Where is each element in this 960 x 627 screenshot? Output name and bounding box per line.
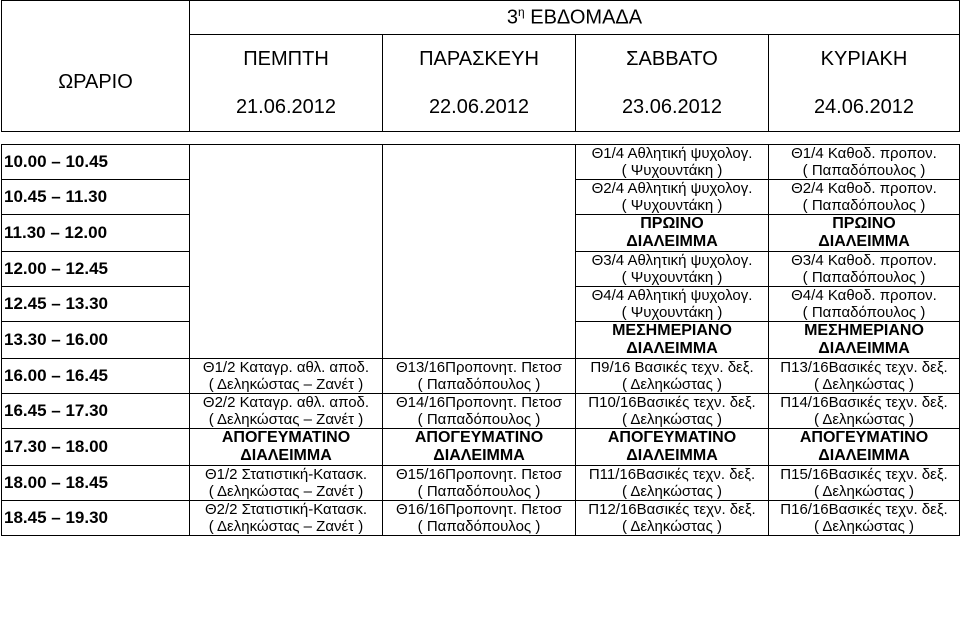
break-label: ΑΠΟΓΕΥΜΑΤΙΝΟ [607, 429, 737, 446]
session-cell [190, 466, 383, 501]
session-instructor: ( Παπαδόπουλος ) [417, 411, 541, 428]
break-label: ΔΙΑΛΕΙΜΜΑ [626, 340, 718, 357]
session-cell [383, 359, 576, 394]
session-cell [576, 466, 769, 501]
break-label: ΔΙΑΛΕΙΜΜΑ [818, 233, 910, 250]
date-sunday: 24.06.2012 [769, 83, 960, 132]
session-instructor: ( Δεληκώστας ) [814, 518, 914, 535]
table-row [2, 429, 960, 466]
time-slot: 18.45 – 19.30 [2, 501, 190, 536]
week-suffix: η [518, 5, 525, 20]
session-instructor: ( Δεληκώστας ) [622, 376, 722, 393]
break-label: ΜΕΣΗΜΕΡΙΑΝΟ [612, 322, 732, 339]
break-label: ΑΠΟΓΕΥΜΑΤΙΝΟ [221, 429, 351, 446]
time-slot: 10.45 – 11.30 [2, 180, 190, 215]
break-label: ΑΠΟΓΕΥΜΑΤΙΝΟ [799, 429, 929, 446]
session-title: Θ14/16Προπονητ. Πετοσ [395, 394, 563, 411]
session-cell [769, 394, 960, 429]
session-title: Θ3/4 Αθλητική ψυχολογ. [591, 252, 753, 269]
session-title: Θ15/16Προπονητ. Πετοσ [395, 466, 563, 483]
empty-cell [190, 145, 383, 359]
session-cell [576, 394, 769, 429]
session-instructor: ( Δεληκώστας ) [814, 483, 914, 500]
table-row [2, 394, 960, 429]
session-cell [576, 287, 769, 322]
session-title: Π10/16Βασικές τεχν. δεξ. [588, 394, 756, 411]
session-cell [769, 501, 960, 536]
session-instructor: ( Παπαδόπουλος ) [417, 376, 541, 393]
session-title: Θ2/2 Καταγρ. αθλ. αποδ. [202, 394, 370, 411]
gap-cell [190, 132, 960, 145]
table-row [2, 466, 960, 501]
session-cell [576, 359, 769, 394]
time-slot: 10.00 – 10.45 [2, 145, 190, 180]
table-row [2, 145, 960, 180]
date-friday: 22.06.2012 [383, 83, 576, 132]
session-instructor: ( Ψυχουντάκη ) [621, 304, 723, 321]
session-title: Θ1/4 Αθλητική ψυχολογ. [591, 145, 753, 162]
hours-label: ΩΡΑΡΙΟ [2, 35, 190, 132]
session-instructor: ( Δεληκώστας – Ζανέτ ) [208, 411, 364, 428]
break-label: ΔΙΑΛΕΙΜΜΑ [818, 447, 910, 464]
session-title: Θ1/2 Καταγρ. αθλ. αποδ. [202, 359, 370, 376]
session-cell [383, 394, 576, 429]
time-slot: 18.00 – 18.45 [2, 466, 190, 501]
gap-cell [2, 132, 190, 145]
break-label: ΔΙΑΛΕΙΜΜΑ [433, 447, 525, 464]
afternoon-break [190, 429, 383, 466]
session-cell [576, 180, 769, 215]
afternoon-break [576, 429, 769, 466]
session-cell [769, 287, 960, 322]
session-instructor: ( Ψυχουντάκη ) [621, 197, 723, 214]
break-label: ΔΙΑΛΕΙΜΜΑ [626, 233, 718, 250]
day-saturday: ΣΑΒΒΑΤΟ [576, 35, 769, 84]
session-title: Θ4/4 Καθοδ. προπον. [791, 287, 937, 304]
session-instructor: ( Ψυχουντάκη ) [621, 269, 723, 286]
session-instructor: ( Παπαδόπουλος ) [802, 197, 926, 214]
session-title: Θ1/2 Στατιστική-Κατασκ. [204, 466, 368, 483]
afternoon-break [383, 429, 576, 466]
session-cell [769, 145, 960, 180]
session-title: Π14/16Βασικές τεχν. δεξ. [780, 394, 948, 411]
session-instructor: ( Παπαδόπουλος ) [417, 483, 541, 500]
table-row [2, 501, 960, 536]
day-thursday: ΠΕΜΠΤΗ [190, 35, 383, 84]
session-title: Θ2/4 Αθλητική ψυχολογ. [591, 180, 753, 197]
session-cell [383, 466, 576, 501]
break-label: ΠΡΩΙΝΟ [832, 215, 896, 232]
session-cell [190, 501, 383, 536]
session-title: Θ16/16Προπονητ. Πετοσ [395, 501, 563, 518]
noon-break [769, 322, 960, 359]
session-title: Θ1/4 Καθοδ. προπον. [791, 145, 937, 162]
session-instructor: ( Παπαδόπουλος ) [802, 162, 926, 179]
time-slot: 17.30 – 18.00 [2, 429, 190, 466]
time-slot: 12.45 – 13.30 [2, 287, 190, 322]
session-cell [769, 466, 960, 501]
session-title: Θ2/4 Καθοδ. προπον. [791, 180, 937, 197]
session-instructor: ( Δεληκώστας – Ζανέτ ) [208, 376, 364, 393]
noon-break [576, 322, 769, 359]
session-title: Π9/16 Βασικές τεχν. δεξ. [590, 359, 754, 376]
session-instructor: ( Παπαδόπουλος ) [802, 304, 926, 321]
break-label: ΜΕΣΗΜΕΡΙΑΝΟ [804, 322, 924, 339]
session-title: Θ2/2 Στατιστική-Κατασκ. [204, 501, 368, 518]
session-instructor: ( Δεληκώστας ) [814, 411, 914, 428]
session-title: Θ3/4 Καθοδ. προπον. [791, 252, 937, 269]
session-instructor: ( Δεληκώστας – Ζανέτ ) [208, 483, 364, 500]
time-slot: 16.45 – 17.30 [2, 394, 190, 429]
session-title: Π13/16Βασικές τεχν. δεξ. [780, 359, 948, 376]
time-slot: 12.00 – 12.45 [2, 252, 190, 287]
session-title: Π16/16Βασικές τεχν. δεξ. [780, 501, 948, 518]
date-saturday: 23.06.2012 [576, 83, 769, 132]
break-label: ΔΙΑΛΕΙΜΜΑ [240, 447, 332, 464]
session-title: Π15/16Βασικές τεχν. δεξ. [780, 466, 948, 483]
break-label: ΠΡΩΙΝΟ [640, 215, 704, 232]
session-instructor: ( Δεληκώστας ) [622, 411, 722, 428]
schedule-table [1, 0, 960, 536]
date-thursday: 21.06.2012 [190, 83, 383, 132]
session-cell [769, 252, 960, 287]
corner-cell [2, 1, 190, 35]
break-label: ΑΠΟΓΕΥΜΑΤΙΝΟ [414, 429, 544, 446]
week-label: ΕΒΔΟΜΑΔΑ [530, 6, 643, 29]
empty-cell [383, 145, 576, 359]
session-title: Π11/16Βασικές τεχν. δεξ. [588, 466, 756, 483]
session-cell [769, 359, 960, 394]
break-label: ΔΙΑΛΕΙΜΜΑ [626, 447, 718, 464]
session-cell [576, 145, 769, 180]
session-instructor: ( Δεληκώστας ) [814, 376, 914, 393]
session-cell [190, 394, 383, 429]
session-instructor: ( Ψυχουντάκη ) [621, 162, 723, 179]
time-slot: 13.30 – 16.00 [2, 322, 190, 359]
afternoon-break [769, 429, 960, 466]
session-instructor: ( Δεληκώστας ) [622, 518, 722, 535]
time-slot: 16.00 – 16.45 [2, 359, 190, 394]
session-cell [576, 252, 769, 287]
day-sunday: ΚΥΡΙΑΚΗ [769, 35, 960, 84]
session-title: Θ4/4 Αθλητική ψυχολογ. [591, 287, 753, 304]
break-label: ΔΙΑΛΕΙΜΜΑ [818, 340, 910, 357]
session-instructor: ( Δεληκώστας – Ζανέτ ) [208, 518, 364, 535]
session-cell [383, 501, 576, 536]
session-title: Θ13/16Προπονητ. Πετοσ [395, 359, 563, 376]
session-cell [769, 180, 960, 215]
session-instructor: ( Παπαδόπουλος ) [417, 518, 541, 535]
table-row [2, 359, 960, 394]
session-cell [576, 501, 769, 536]
session-instructor: ( Δεληκώστας ) [622, 483, 722, 500]
session-title: Π12/16Βασικές τεχν. δεξ. [588, 501, 756, 518]
week-title [190, 1, 960, 35]
session-cell [190, 359, 383, 394]
morning-break [576, 215, 769, 252]
day-friday: ΠΑΡΑΣΚΕΥΗ [383, 35, 576, 84]
morning-break [769, 215, 960, 252]
session-instructor: ( Παπαδόπουλος ) [802, 269, 926, 286]
week-number: 3 [506, 6, 518, 29]
time-slot: 11.30 – 12.00 [2, 215, 190, 252]
